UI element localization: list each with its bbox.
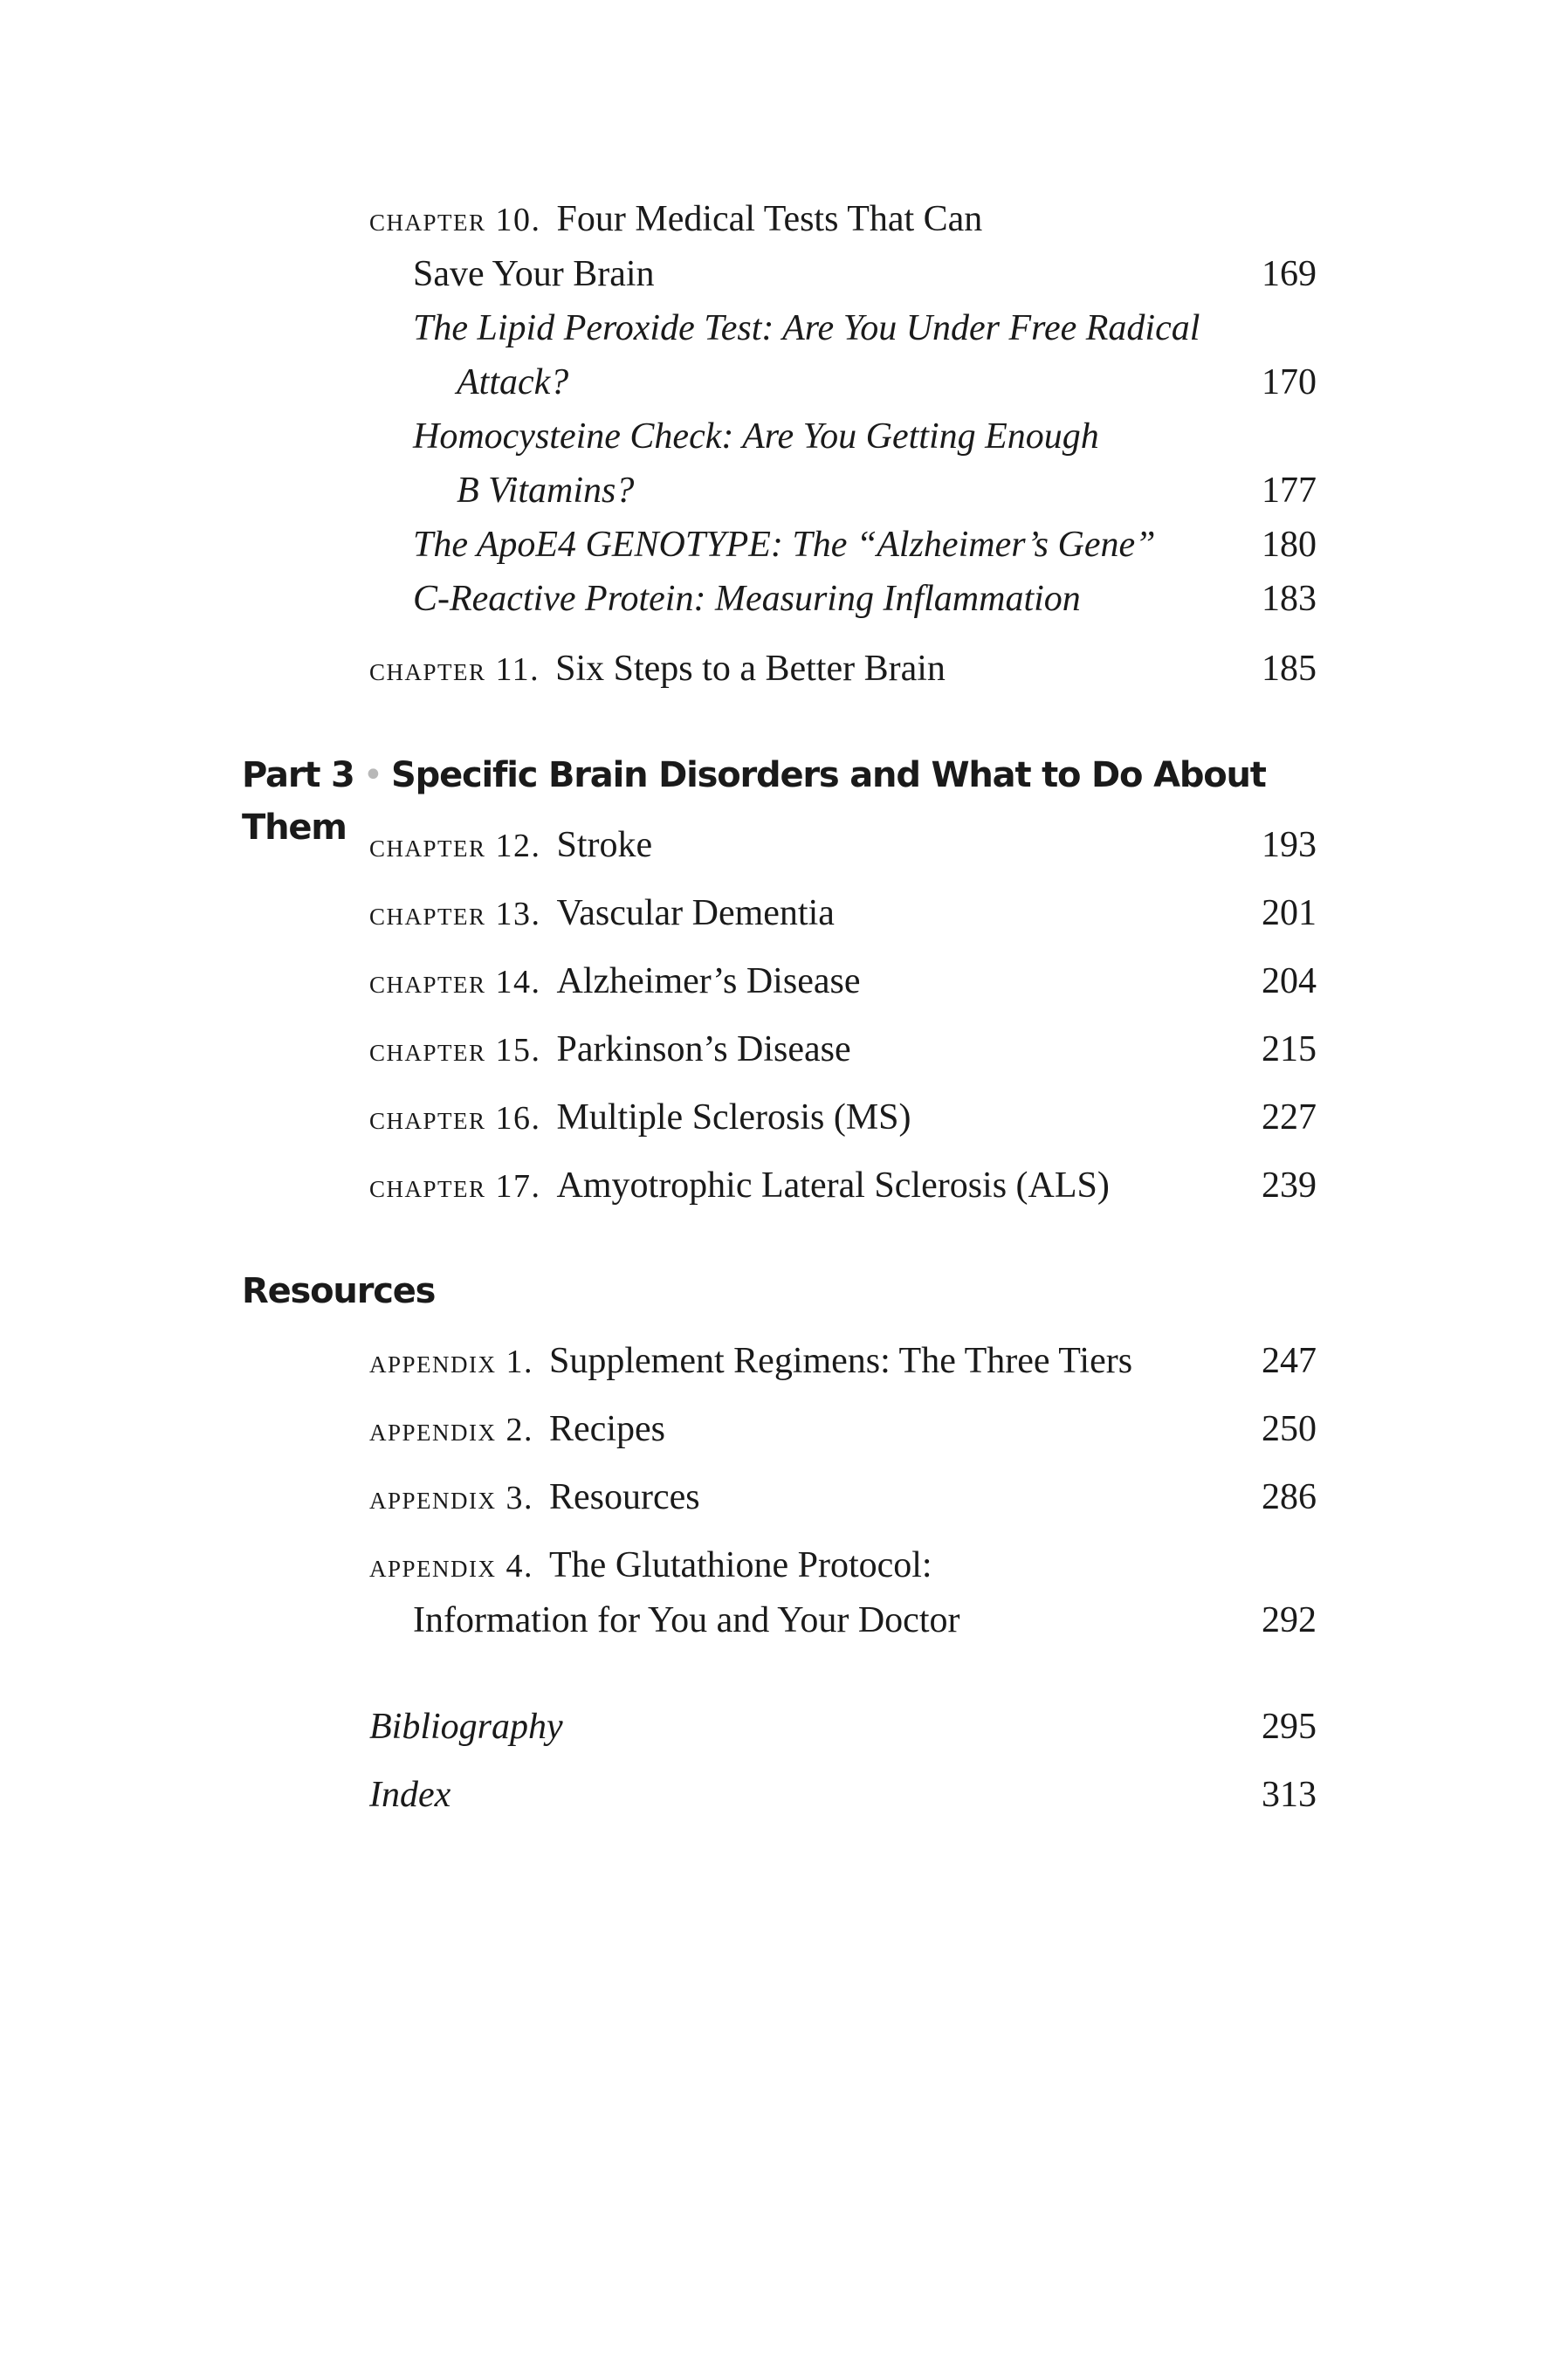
back-matter-title: Bibliography — [369, 1707, 563, 1747]
page-number: 170 — [1262, 362, 1317, 402]
page-number: 177 — [1262, 471, 1317, 511]
toc-entry-index — [369, 1768, 1317, 1822]
appendix-title: The Glutathione Protocol: — [549, 1545, 932, 1585]
toc-entry-chapter-14 — [369, 954, 1317, 1009]
appendix-title: Recipes — [549, 1409, 665, 1449]
appendix-title: Supplement Regimens: The Three Tiers — [549, 1341, 1133, 1381]
toc-entry-chapter-16 — [369, 1090, 1317, 1145]
page-number: 215 — [1262, 1029, 1317, 1069]
chapter-title: Parkinson’s Disease — [556, 1029, 851, 1069]
chapter-label: chapter 14. — [369, 964, 541, 1000]
chapter-label: chapter 12. — [369, 828, 541, 864]
appendix-title: Resources — [549, 1477, 700, 1517]
chapter-title: Stroke — [556, 825, 653, 865]
subsection-title: The ApoE4 GENOTYPE: The “Alzheimer’s Gene” — [413, 525, 1156, 565]
part-title: Specific Brain Disorders and What to Do About Them — [242, 755, 1266, 848]
chapter-label: chapter 11. — [369, 651, 540, 688]
toc-entry-chapter-13 — [369, 886, 1317, 941]
toc-entry-chapter-10 — [369, 192, 1317, 626]
toc-entry-appendix-4 — [369, 1538, 1317, 1647]
toc-entry-chapter-15 — [369, 1022, 1317, 1077]
page-number: 201 — [1262, 893, 1317, 933]
page-number: 292 — [1262, 1600, 1317, 1640]
resources-title: Resources — [242, 1271, 436, 1311]
toc-entry-appendix-1 — [369, 1334, 1317, 1389]
page-number: 239 — [1262, 1165, 1317, 1206]
chapter-label: chapter 10. — [369, 202, 541, 238]
chapter-label: chapter 13. — [369, 896, 541, 932]
page-number: 204 — [1262, 961, 1317, 1001]
page-number: 295 — [1262, 1707, 1317, 1747]
appendix-label: appendix 4. — [369, 1548, 534, 1585]
toc-entry-chapter-11 — [369, 642, 1317, 697]
appendix-label: appendix 2. — [369, 1412, 534, 1448]
appendix-title-continued: Information for You and Your Doctor — [413, 1600, 960, 1640]
chapter-label: chapter 16. — [369, 1100, 541, 1137]
chapter-label: chapter 17. — [369, 1168, 541, 1205]
subsection-title: C-Reactive Protein: Measuring Inflammation — [413, 579, 1081, 619]
toc-entry-chapter-12 — [369, 818, 1317, 873]
toc-entry-appendix-2 — [369, 1402, 1317, 1457]
page-number: 286 — [1262, 1477, 1317, 1517]
toc-entry-bibliography — [369, 1700, 1317, 1754]
page-number: 313 — [1262, 1775, 1317, 1815]
page-number: 250 — [1262, 1409, 1317, 1449]
back-matter-title: Index — [369, 1775, 451, 1815]
appendix-label: appendix 3. — [369, 1480, 534, 1516]
subsection-title-continued: B Vitamins? — [457, 471, 635, 511]
chapter-title-continued: Save Your Brain — [413, 254, 655, 294]
appendix-label: appendix 1. — [369, 1344, 534, 1380]
chapter-title: Vascular Dementia — [556, 893, 835, 933]
part-number: Part 3 — [242, 755, 354, 795]
toc-entry-appendix-3 — [369, 1470, 1317, 1525]
chapter-title: Six Steps to a Better Brain — [555, 649, 946, 689]
subsection-title: Homocysteine Check: Are You Getting Enough — [413, 416, 1099, 457]
page-number: 185 — [1262, 649, 1317, 689]
page-number: 183 — [1262, 579, 1317, 619]
toc-entry-chapter-17 — [369, 1158, 1317, 1213]
subsection-title-continued: Attack? — [457, 362, 569, 402]
chapter-title: Amyotrophic Lateral Sclerosis (ALS) — [556, 1165, 1110, 1206]
resources-heading — [242, 1265, 1377, 1317]
page-number: 247 — [1262, 1341, 1317, 1381]
page-number: 169 — [1262, 254, 1317, 294]
bullet-separator: • — [362, 755, 383, 795]
subsection-title: The Lipid Peroxide Test: Are You Under Free Radical — [413, 308, 1200, 348]
page-number: 227 — [1262, 1097, 1317, 1138]
page-number: 180 — [1262, 525, 1317, 565]
chapter-title: Alzheimer’s Disease — [556, 961, 861, 1001]
chapter-title: Multiple Sclerosis (MS) — [556, 1097, 911, 1138]
chapter-title: Four Medical Tests That Can — [556, 199, 983, 239]
chapter-label: chapter 15. — [369, 1032, 541, 1069]
page-number: 193 — [1262, 825, 1317, 865]
